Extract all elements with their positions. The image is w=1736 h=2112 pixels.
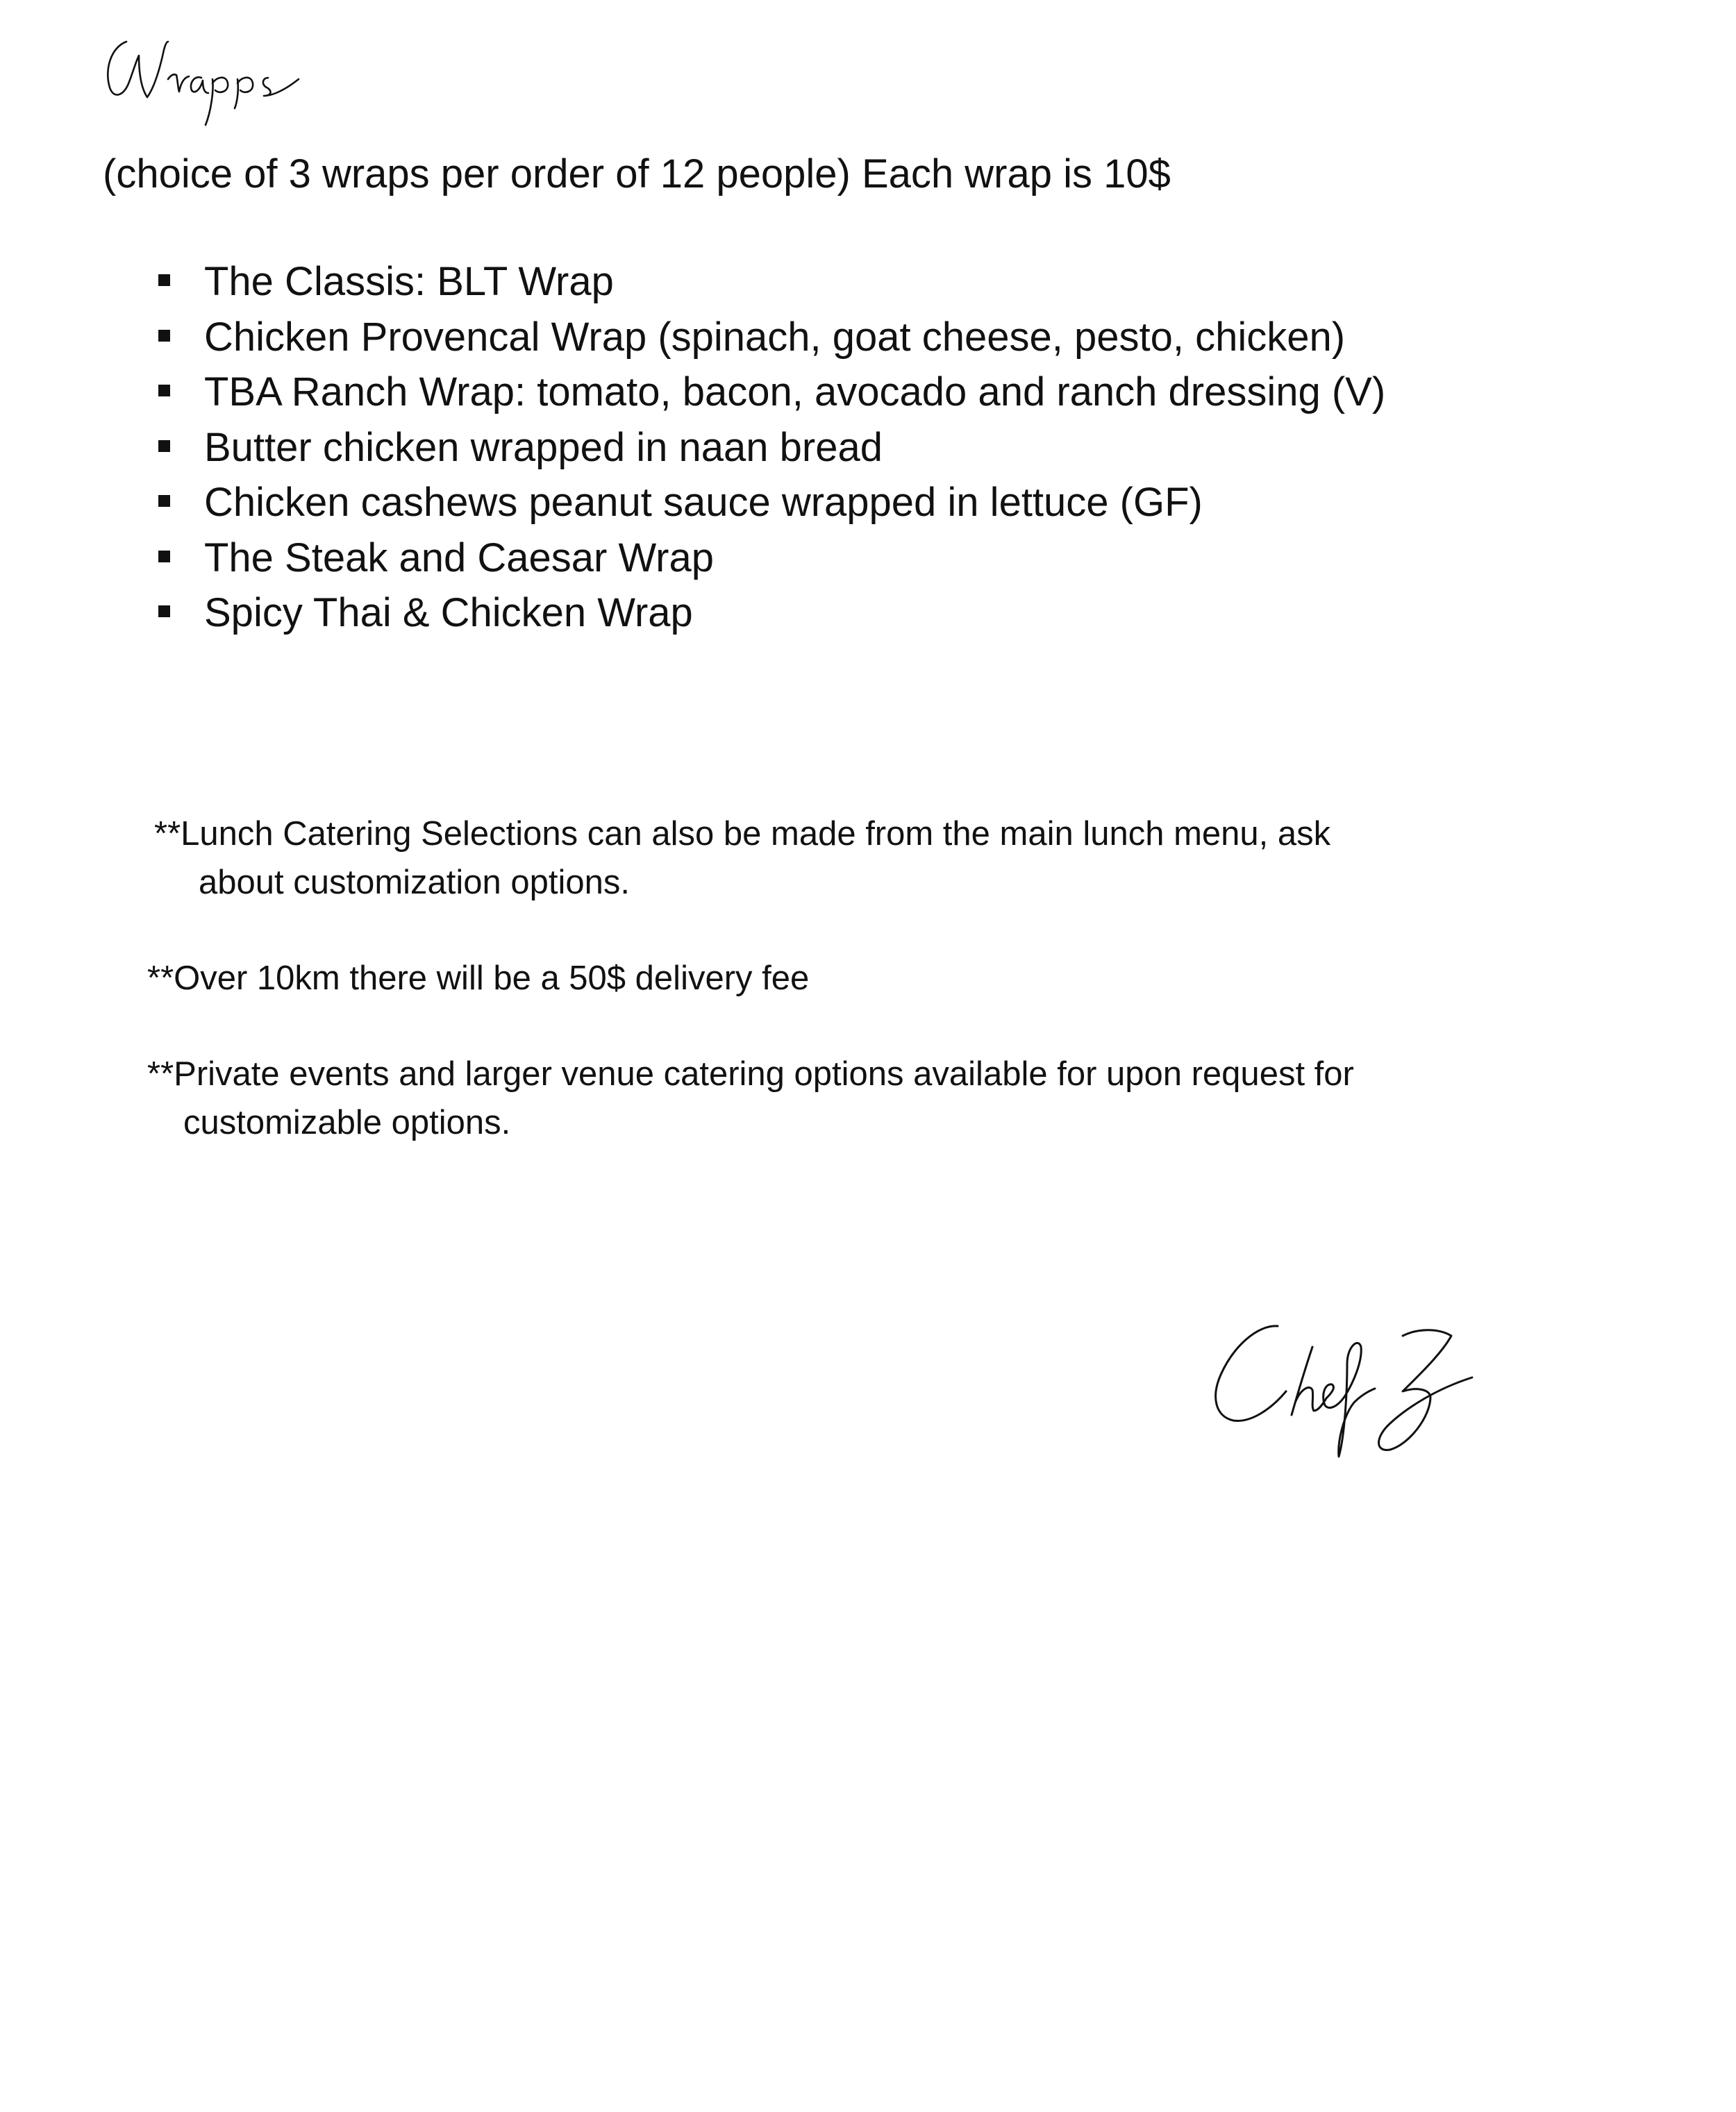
- wrap-name: Chicken cashews peanut sauce wrapped in lettuce (GF): [204, 480, 1203, 525]
- square-bullet-icon: [158, 495, 170, 507]
- private-events-note-line1: **Private events and larger venue catering options available for upon request for: [147, 1055, 1354, 1093]
- square-bullet-icon: [158, 274, 170, 286]
- square-bullet-icon: [158, 551, 170, 562]
- wraps-script-title: [90, 21, 326, 132]
- wrap-name: Chicken Provencal Wrap (spinach, goat cheese, pesto, chicken): [204, 314, 1346, 360]
- square-bullet-icon: [158, 605, 170, 617]
- list-item: [153, 585, 1385, 641]
- lunch-note-line1: **Lunch Catering Selections can also be made from the main lunch menu, ask: [154, 815, 1331, 853]
- delivery-note: **Over 10km there will be a 50$ delivery fee: [147, 959, 810, 997]
- chef-signature: [1208, 1319, 1500, 1493]
- square-bullet-icon: [158, 330, 170, 342]
- list-item: [153, 530, 1385, 586]
- square-bullet-icon: [158, 385, 170, 396]
- list-item: [153, 310, 1385, 365]
- list-item: [153, 254, 1385, 310]
- square-bullet-icon: [158, 440, 170, 452]
- wrap-list: [153, 254, 1385, 641]
- wrap-name: The Steak and Caesar Wrap: [204, 535, 714, 580]
- lunch-note-line2: about customization options.: [199, 864, 631, 901]
- list-item: [153, 420, 1385, 476]
- list-item: [153, 475, 1385, 530]
- order-subtitle: (choice of 3 wraps per order of 12 people) Each wrap is 10$: [103, 151, 1171, 196]
- list-item: [153, 364, 1385, 420]
- wrap-name: Butter chicken wrapped in naan bread: [204, 424, 883, 470]
- wrap-name: TBA Ranch Wrap: tomato, bacon, avocado and ranch dressing (V): [204, 369, 1386, 414]
- wrap-name: The Classis: BLT Wrap: [204, 259, 614, 304]
- wrap-name: Spicy Thai & Chicken Wrap: [204, 590, 693, 635]
- private-events-note-line2: customizable options.: [183, 1104, 511, 1141]
